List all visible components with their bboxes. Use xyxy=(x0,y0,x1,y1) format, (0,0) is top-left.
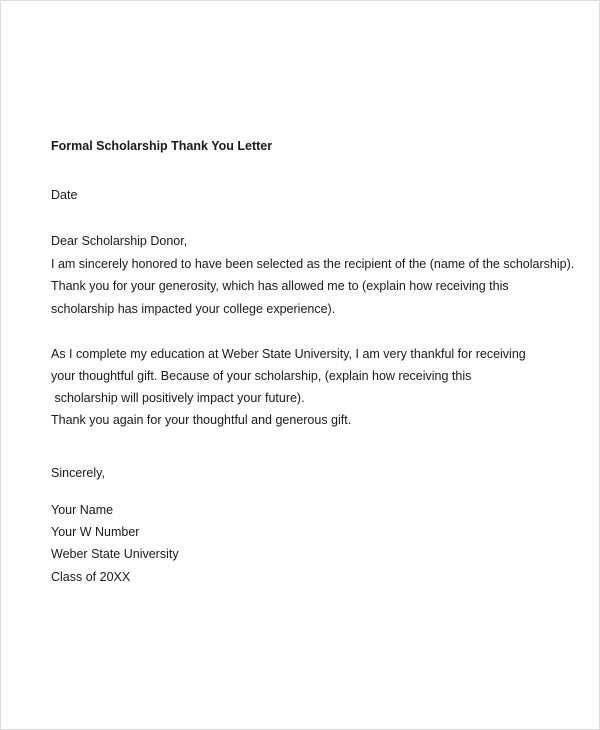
signature-name: Your Name xyxy=(51,503,114,517)
letter-salutation: Dear Scholarship Donor, xyxy=(51,234,188,248)
paragraph1-line1: I am sincerely honored to have been selected as the recipient of the (name of the scholarship). xyxy=(51,257,575,271)
paragraph1-line3: scholarship has impacted your college experience). xyxy=(51,302,336,316)
paragraph2-line2: your thoughtful gift. Because of your scholarship, (explain how receiving this xyxy=(51,369,472,383)
paragraph2-line1: As I complete my education at Weber State University, I am very thankful for receiving xyxy=(51,347,526,361)
letter-closing: Sincerely, xyxy=(51,466,105,480)
paragraph1-line2: Thank you for your generosity, which has allowed me to (explain how receiving this xyxy=(51,279,509,293)
paragraph2-line4: Thank you again for your thoughtful and generous gift. xyxy=(51,413,352,427)
letter-title: Formal Scholarship Thank You Letter xyxy=(51,139,273,153)
paragraph2-line3: scholarship will positively impact your future). xyxy=(51,391,305,405)
signature-w-number: Your W Number xyxy=(51,525,140,539)
letter-date: Date xyxy=(51,188,78,202)
signature-class: Class of 20XX xyxy=(51,570,131,584)
signature-university: Weber State University xyxy=(51,547,179,561)
